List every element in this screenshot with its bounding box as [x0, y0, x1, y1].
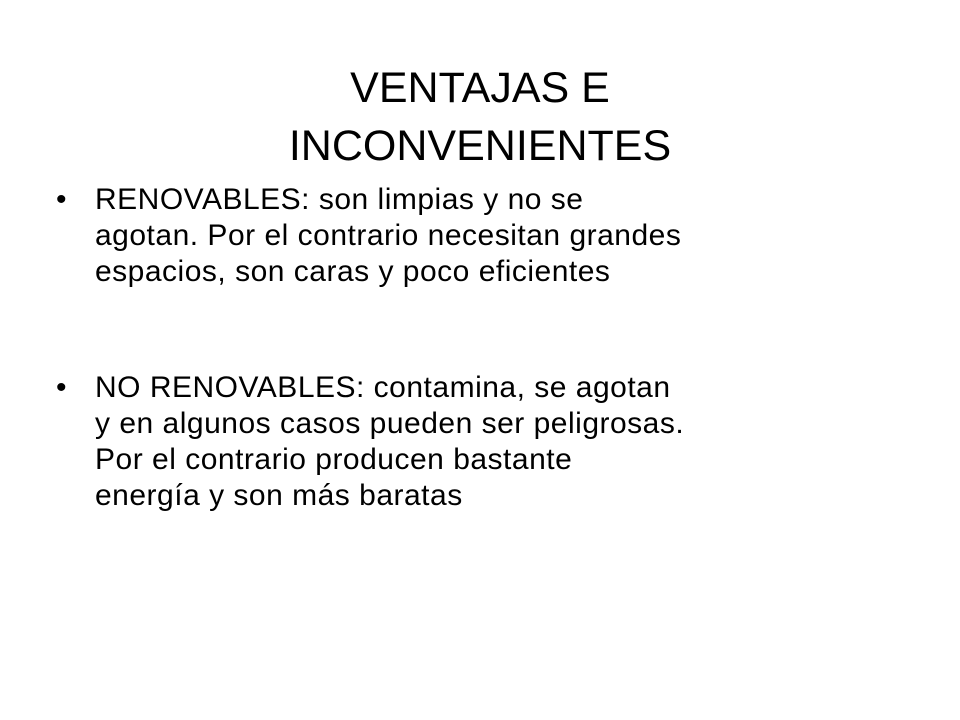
bullet-text-line: espacios, son caras y poco eficientes: [95, 255, 611, 288]
bullet-text-line: energía y son más baratas: [95, 479, 463, 512]
bullet-icon: •: [56, 183, 68, 216]
bullet-item-no-renovables: [56, 370, 916, 514]
bullet-text-line: RENOVABLES: son limpias y no se: [95, 183, 584, 216]
bullet-text-line: NO RENOVABLES: contamina, se agotan: [95, 371, 671, 404]
bullet-text-line: agotan. Por el contrario necesitan grandes: [95, 219, 682, 252]
slide-title: [150, 59, 810, 175]
bullet-icon: •: [56, 371, 68, 404]
title-line: INCONVENIENTES: [288, 121, 672, 170]
bullet-list: [56, 182, 916, 514]
bullet-item-renovables: [56, 182, 916, 290]
bullet-text-line: y en algunos casos pueden ser peligrosas.: [95, 407, 685, 440]
title-line: VENTAJAS E: [350, 63, 610, 112]
bullet-text-line: Por el contrario producen bastante: [95, 443, 573, 476]
